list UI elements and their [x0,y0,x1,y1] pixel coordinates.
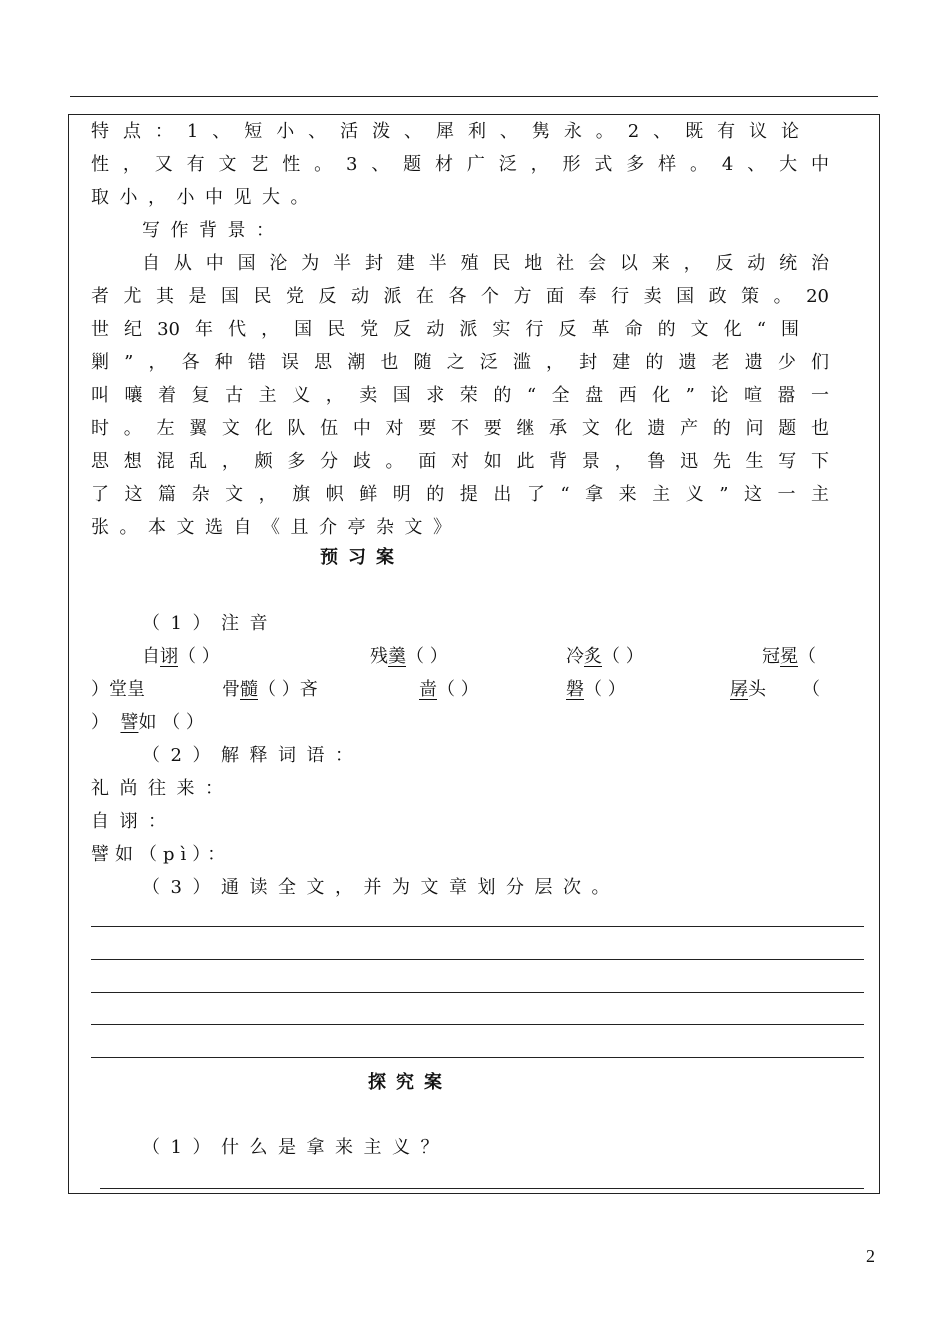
term-item: 自诩： [91,811,177,832]
target-char: 譬 [120,712,139,733]
answer-line[interactable] [91,1057,864,1058]
q2-label: （2）解释词语： [142,745,364,766]
background-title: 写作背景： [142,220,285,241]
q1-label: （1）注音 [142,613,278,634]
background-line: 了这篇杂文，旗帜鲜明的提出了“拿来主义”这一主 [91,484,829,505]
pinyin-item: 孱头 [730,679,766,700]
preview-heading: 预习案 [320,547,404,568]
background-line: 世纪30年代，国民党反动派实行反革命的文化“围 [91,319,799,340]
q3-label: （3）通读全文，并为文章划分层次。 [142,877,620,898]
pinyin-item: ） 譬如 （ ） [91,712,204,733]
pinyin-item: 骨髓（ ）吝 [222,679,318,700]
answer-line[interactable] [100,1188,864,1189]
term-item: 礼尚往来： [91,778,234,799]
background-line: 叫嚷着复古主义，卖国求荣的“全盘西化”论喧嚣一 [91,385,829,406]
background-line: 张。本文选自《且介亭杂文》 [91,517,462,538]
target-char: 诩 [160,646,178,667]
target-char: 炙 [584,646,602,667]
term-item: 譬如（pì）： [91,844,232,865]
explore-q1-label: （1）什么是拿来主义？ [142,1137,449,1158]
background-line: 剿”，各种错误思潮也随之泛滥，封建的遗老遗少们 [91,352,829,373]
explore-heading: 探究案 [368,1072,452,1093]
pinyin-item: 自诩（ ） [142,646,220,667]
answer-line[interactable] [91,992,864,993]
pinyin-item: ）堂皇 [91,679,145,700]
features-line: 特点：1、短小、活泼、犀利、隽永。2、既有议论 [91,121,799,142]
target-char: 羹 [388,646,406,667]
target-char: 孱 [730,679,748,700]
pinyin-item: 残羹（ ） [370,646,448,667]
pinyin-item: 磐（ ） [566,679,626,700]
pinyin-item: 冠冕（ [762,646,816,667]
answer-line[interactable] [91,1024,864,1025]
pinyin-item: （ [802,679,820,700]
features-line: 性，又有文艺性。3、题材广泛，形式多样。4、大中 [91,154,829,175]
answer-line[interactable] [91,926,864,927]
answer-line[interactable] [91,959,864,960]
background-line: 者尤其是国民党反动派在各个方面奉行卖国政策。20 [91,286,829,307]
background-line: 自从中国沦为半封建半殖民地社会以来，反动统治 [142,253,829,274]
target-char: 啬 [419,679,437,700]
target-char: 髓 [240,679,258,700]
page-number: 2 [866,1246,875,1266]
pinyin-item: 冷炙（ ） [566,646,644,667]
background-line: 思想混乱，颇多分歧。面对如此背景，鲁迅先生写下 [91,451,829,472]
header-rule [70,96,878,97]
target-char: 磐 [566,679,584,700]
background-line: 时。左翼文化队伍中对要不要继承文化遗产的问题也 [91,418,829,439]
target-char: 冕 [780,646,798,667]
features-line: 取小，小中见大。 [91,187,319,208]
pinyin-item: 啬（ ） [419,679,479,700]
